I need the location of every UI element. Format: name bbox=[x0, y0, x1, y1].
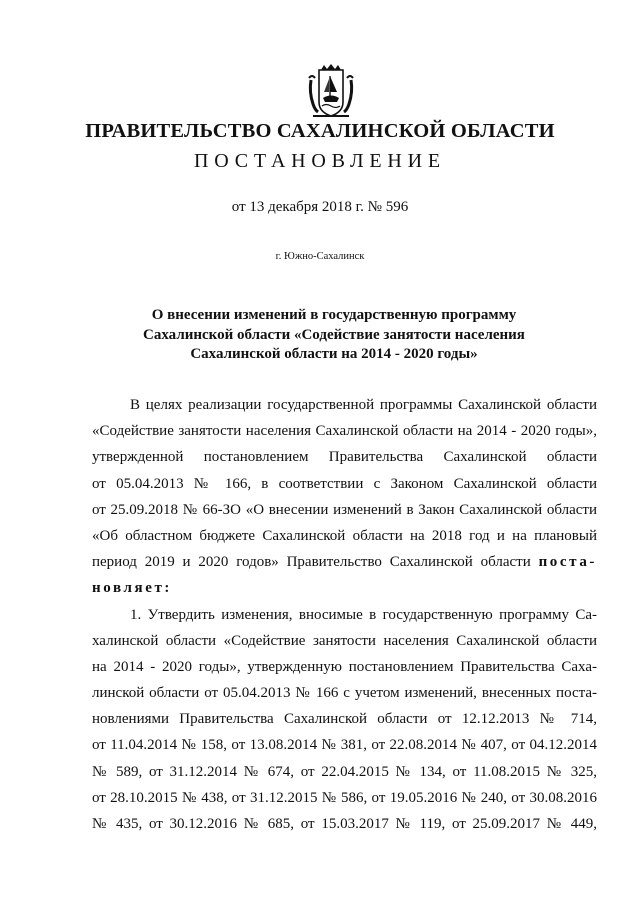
resolution-line bbox=[92, 575, 597, 601]
government-title: ПРАВИТЕЛЬСТВО САХАЛИНСКОЙ ОБЛАСТИ bbox=[85, 120, 555, 142]
subject-line: Сахалинской области на 2014 - 2020 годы» bbox=[190, 346, 478, 362]
item1-line: № 435, от 30.12.2016 № 685, от 15.03.2017 № 119, от 25.09.2017 № 449, bbox=[92, 816, 597, 832]
preamble-line-with-resolution bbox=[92, 549, 597, 575]
document-city: г. Южно-Сахалинск bbox=[275, 251, 365, 262]
item1-line: 1. Утвердить изменения, вносимые в государственную программу Са- bbox=[130, 606, 597, 623]
item1-line: от 28.10.2015 № 438, от 31.12.2015 № 586, от 19.05.2016 № 240, от 30.08.2016 bbox=[92, 789, 597, 806]
preamble-line: «Об областном бюджете Сахалинской области на 2018 год и на плановый bbox=[92, 527, 597, 544]
item1-line: линской области от 05.04.2013 № 166 с учетом изменений, внесенных поста- bbox=[92, 685, 597, 702]
document-body bbox=[92, 392, 597, 837]
item1-line: на 2014 - 2020 годы», утвержденную постановлением Правительства Саха- bbox=[92, 658, 597, 675]
item1-line: № 589, от 31.12.2014 № 674, от 22.04.2015 № 134, от 11.08.2015 № 325, bbox=[92, 763, 597, 780]
preamble-line: утвержденной постановлением Правительства Сахалинской области bbox=[92, 449, 597, 466]
subject-line: О внесении изменений в государственную программу bbox=[151, 307, 517, 323]
document-date-number: от 13 декабря 2018 г. № 596 bbox=[231, 199, 409, 215]
resolution-word-start: поста- bbox=[538, 554, 597, 571]
document-kind: ПОСТАНОВЛЕНИЕ bbox=[194, 150, 446, 172]
sakhalin-coat-of-arms-icon bbox=[305, 62, 357, 122]
item1-line: халинской области «Содействие занятости населения Сахалинской области bbox=[92, 632, 597, 649]
preamble-line: В целях реализации государственной программы Сахалинской области bbox=[130, 397, 597, 413]
item1-line: новлениями Правительства Сахалинской области от 12.12.2013 № 714, bbox=[92, 711, 597, 728]
preamble-line: от 25.09.2018 № 66-ЗО «О внесении изменений в Закон Сахалинской области bbox=[92, 501, 597, 518]
preamble-line: от 05.04.2013 № 166, в соответствии с Законом Сахалинской области bbox=[92, 475, 597, 492]
document-subject bbox=[100, 306, 568, 365]
subject-line: Сахалинской области «Содействие занятости населения bbox=[143, 326, 525, 343]
resolution-word-end: новляет: bbox=[92, 580, 173, 597]
preamble-line: «Содействие занятости населения Сахалинской области на 2014 - 2020 годы», bbox=[92, 423, 597, 440]
item1-line: от 11.04.2014 № 158, от 13.08.2014 № 381, от 22.08.2014 № 407, от 04.12.2014 bbox=[92, 737, 597, 754]
preamble-line: период 2019 и 2020 годов» Правительство Сахалинской области bbox=[92, 554, 531, 571]
